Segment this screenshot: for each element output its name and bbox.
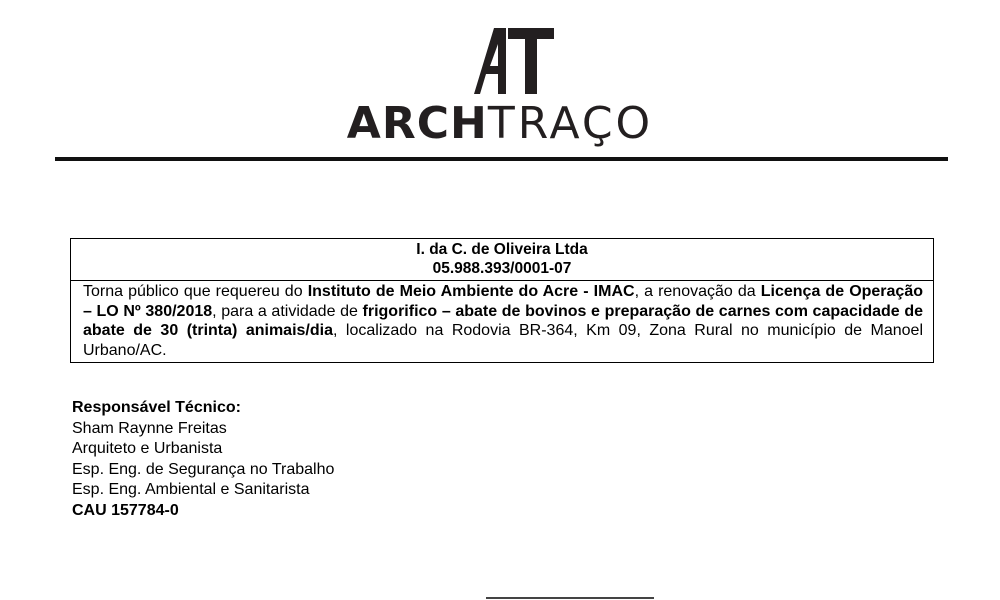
notice-text: Licença de Operação – LO Nº 380/2018 xyxy=(83,283,924,320)
notice-text: frigorifico – abate de bovinos e preparação de carnes com capacidade de abate de 30 (trinta) animais/dia xyxy=(83,302,924,339)
responsible-technician xyxy=(72,398,334,521)
notice-text: , para a atividade de xyxy=(212,302,363,320)
archtraco-logo xyxy=(0,20,1000,150)
responsible-heading: Responsável Técnico: xyxy=(72,399,241,416)
company-name: I. da C. de Oliveira Ltda xyxy=(416,241,588,258)
responsible-title-1: Arquiteto e Urbanista xyxy=(72,440,223,457)
logo-word-light: TRAÇO xyxy=(487,98,654,149)
bottom-divider xyxy=(486,597,654,599)
notice-text: Instituto de Meio Ambiente do Acre - IMAC xyxy=(307,283,635,300)
logo-word-bold: ARCH xyxy=(346,98,488,149)
notice-header xyxy=(71,239,933,281)
responsible-title-3: Esp. Eng. Ambiental e Sanitarista xyxy=(72,481,310,498)
public-notice-box xyxy=(70,238,934,363)
notice-text: , a renovação da xyxy=(634,283,761,300)
logo-mark-icon xyxy=(474,24,554,94)
responsible-title-2: Esp. Eng. de Segurança no Trabalho xyxy=(72,460,335,478)
notice-text: , localizado na Rodovia BR-364, Km 09, Zona Rural no município de Manoel Urbano/AC. xyxy=(83,322,923,359)
logo-wordmark xyxy=(0,96,1000,152)
responsible-name: Sham Raynne Freitas xyxy=(72,419,227,437)
notice-body xyxy=(71,281,933,362)
header-divider xyxy=(55,157,948,161)
company-cnpj: 05.988.393/0001-07 xyxy=(432,260,572,277)
notice-text: Torna público que requereu do xyxy=(83,283,308,300)
responsible-registration: CAU 157784-0 xyxy=(72,501,179,519)
